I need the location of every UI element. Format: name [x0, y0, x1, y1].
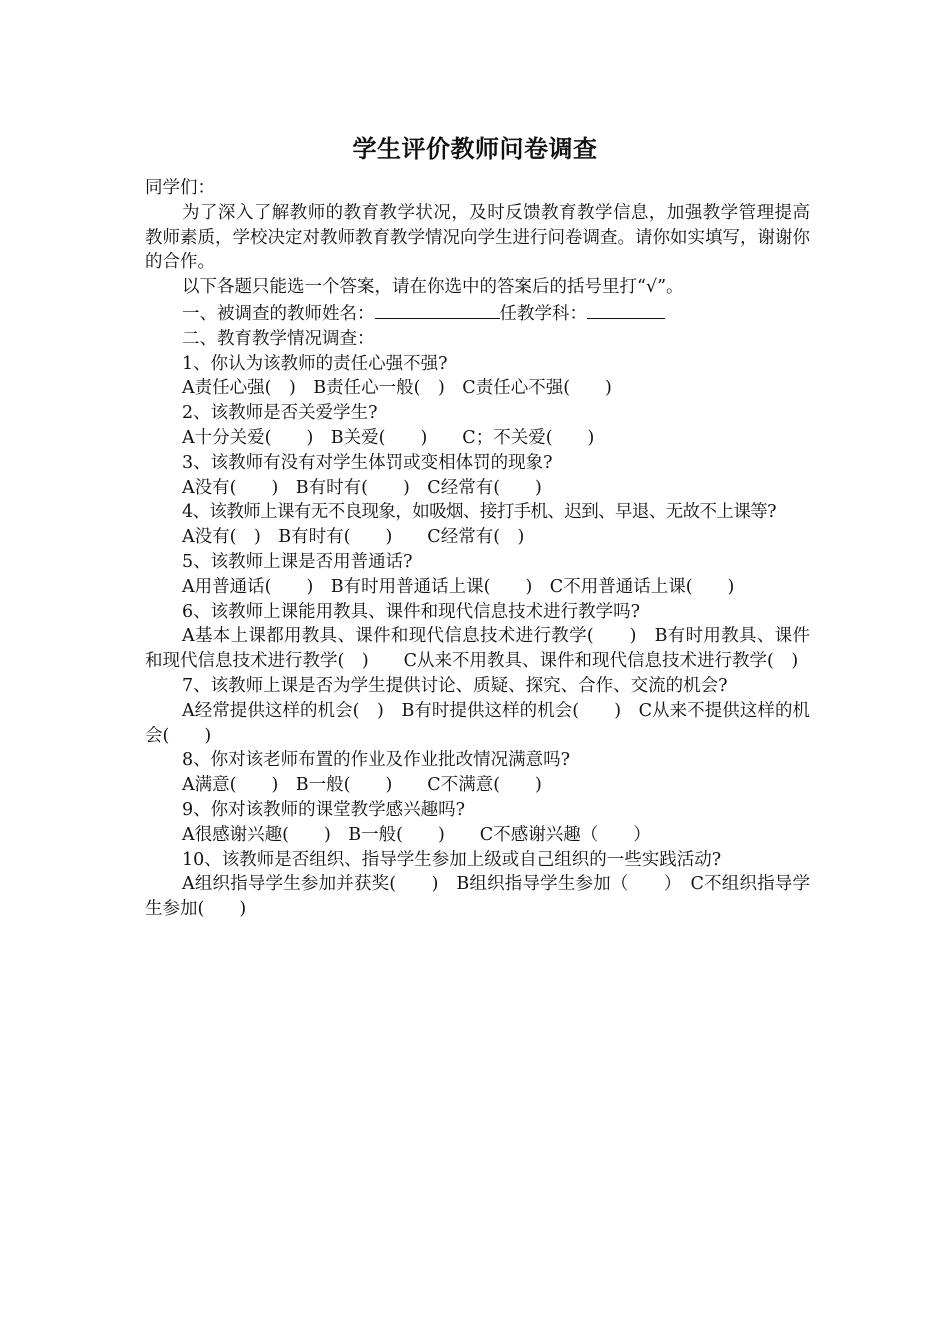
question-6-options: A基本上课都用教具、课件和现代信息技术进行教学( ) B有时用教具、课件和现代信息技术进行教学( ) C从来不用教具、课件和现代信息技术进行教学( ) [145, 626, 810, 672]
question-3: 3、该教师有没有对学生体罚或变相体罚的现象? [182, 452, 553, 473]
question-10-options: A组织指导学生参加并获奖( ) B组织指导学生参加（ ） C不组织指导学生参加( ) [145, 874, 810, 920]
question-4-options: A没有( ) B有时有( ) C经常有( ) [182, 527, 525, 548]
teacher-name-blank[interactable] [375, 300, 500, 319]
question-5-options: A用普通话( ) B有时用普通话上课( ) C不用普通话上课( ) [182, 576, 735, 597]
question-7: 7、该教师上课是否为学生提供讨论、质疑、探究、合作、交流的机会? [182, 675, 728, 696]
document-body [145, 176, 810, 922]
question-8-options: A满意( ) B一般( ) C不满意( ) [182, 775, 542, 796]
question-1: 1、你认为该教师的责任心强不强? [182, 353, 448, 374]
teacher-info-line [145, 300, 810, 327]
question-6: 6、该教师上课能用教具、课件和现代信息技术进行教学吗? [182, 601, 641, 622]
question-4: 4、该教师上课有无不良现象，如吸烟、接打手机、迟到、早退、无故不上课等? [182, 502, 776, 523]
subject-label: 任教学科： [499, 303, 587, 324]
question-9-options: A很感谢兴趣( ) B一般( ) C不感谢兴趣（ ） [182, 824, 651, 845]
question-8: 8、你对该老师布置的作业及作业批改情况满意吗? [182, 750, 571, 771]
question-10: 10、该教师是否组织、指导学生参加上级或自己组织的一些实践活动? [182, 849, 722, 870]
question-2-options: A十分关爱( ) B关爱( ) C；不关爱( ) [182, 427, 595, 448]
question-7-options: A经常提供这样的机会( ) B有时提供这样的机会( ) C从来不提供这样的机会( ) [145, 700, 810, 746]
document-title: 学生评价教师问卷调查 [352, 134, 598, 163]
question-1-options: A责任心强( ) B责任心一般( ) C责任心不强( ) [182, 378, 612, 399]
question-9: 9、你对该教师的课堂教学感兴趣吗? [182, 799, 466, 820]
intro-paragraph: 为了深入了解教师的教育教学状况，及时反馈教育教学信息，加强教学管理提高教师素质，学校决定对教师教育教学情况向学生进行问卷调查。请你如实填写，谢谢你的合作。 [145, 202, 810, 273]
question-5: 5、该教师上课是否用普通话? [182, 551, 413, 572]
question-3-options: A没有( ) B有时有( ) C经常有( ) [182, 477, 542, 498]
question-2: 2、该教师是否关爱学生? [182, 403, 378, 424]
instruction-paragraph: 以下各题只能选一个答案，请在你选中的答案后的括号里打“√”。 [182, 277, 684, 298]
subject-blank[interactable] [587, 300, 665, 319]
teacher-name-label: 一、被调查的教师姓名： [182, 303, 375, 324]
greeting: 同学们： [145, 178, 215, 198]
section2-heading: 二、教育教学情况调查： [182, 328, 375, 349]
